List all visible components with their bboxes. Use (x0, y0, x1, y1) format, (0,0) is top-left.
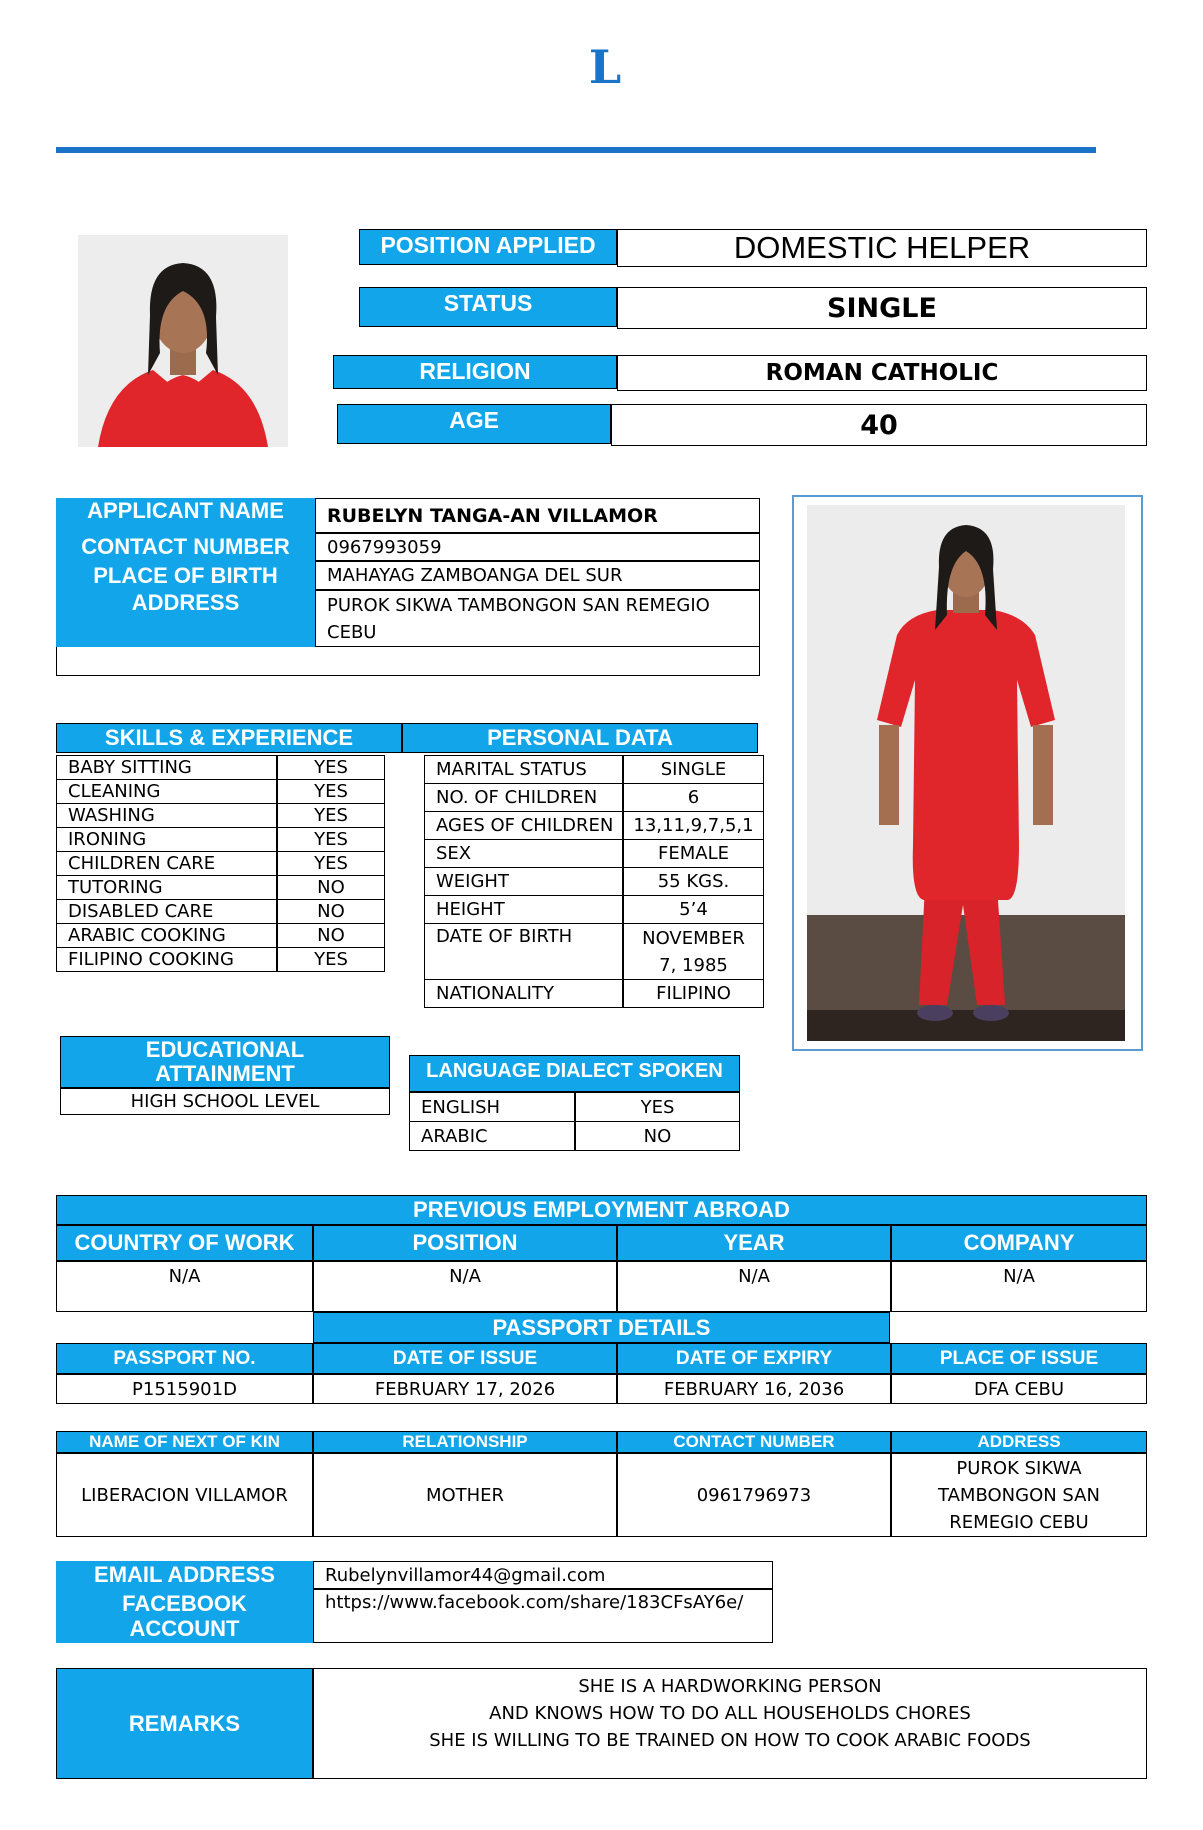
education-header-line-2: ATTAINMENT (155, 1061, 295, 1086)
applicant-name-label: APPLICANT NAME (56, 498, 315, 533)
personal-label: MARITAL STATUS (424, 755, 623, 784)
age-label: AGE (337, 404, 611, 444)
personal-value: FILIPINO (623, 979, 764, 1008)
passport-column-header: PASSPORT NO. (56, 1343, 313, 1374)
contact-number-value: 0967993059 (315, 533, 760, 561)
skill-name: CLEANING (56, 779, 277, 804)
personal-label: DATE OF BIRTH (424, 923, 623, 980)
passport-cell: FEBRUARY 16, 2036 (617, 1374, 891, 1404)
skill-name: WASHING (56, 803, 277, 828)
skill-value: YES (277, 755, 385, 780)
personal-value: SINGLE (623, 755, 764, 784)
education-header (60, 1036, 390, 1088)
full-body-photo (807, 505, 1125, 1041)
facebook-value: https://www.facebook.com/share/183CFsAY6e/ (313, 1589, 773, 1643)
remarks-line-1: SHE IS A HARDWORKING PERSON (578, 1676, 882, 1697)
skill-value: YES (277, 779, 385, 804)
remarks-label: REMARKS (56, 1668, 313, 1779)
kin-address-line-2: TAMBONGON SAN (938, 1484, 1100, 1506)
place-of-birth-label: PLACE OF BIRTH (56, 561, 315, 590)
skill-value: NO (277, 923, 385, 948)
personal-label: NO. OF CHILDREN (424, 783, 623, 812)
personal-value-line-1: NOVEMBER (642, 927, 745, 949)
kin-address-line-3: REMEGIO CEBU (949, 1511, 1089, 1533)
address-label: ADDRESS (56, 590, 315, 647)
skill-name: FILIPINO COOKING (56, 947, 277, 972)
kin-column-header: NAME OF NEXT OF KIN (56, 1431, 313, 1453)
skill-name: ARABIC COOKING (56, 923, 277, 948)
employment-cell: N/A (891, 1261, 1147, 1312)
status-value: SINGLE (617, 287, 1147, 329)
skill-name: IRONING (56, 827, 277, 852)
personal-value: FEMALE (623, 839, 764, 868)
status-label: STATUS (359, 287, 617, 327)
header-rule (56, 147, 1096, 153)
position-applied-label: POSITION APPLIED (359, 229, 617, 265)
personal-value: 6 (623, 783, 764, 812)
skill-value: YES (277, 827, 385, 852)
kin-contact-value: 0961796973 (617, 1453, 891, 1537)
skill-value: NO (277, 899, 385, 924)
education-header-line-1: EDUCATIONAL (145, 1037, 305, 1062)
remarks-line-2: AND KNOWS HOW TO DO ALL HOUSEHOLDS CHORES (489, 1703, 971, 1724)
place-of-birth-value: MAHAYAG ZAMBOANGA DEL SUR (315, 561, 760, 590)
address-line-2: CEBU (327, 621, 377, 643)
remarks-line-3: SHE IS WILLING TO BE TRAINED ON HOW TO COOK ARABIC FOODS (429, 1730, 1031, 1751)
age-value: 40 (611, 404, 1147, 446)
employment-column-header: COUNTRY OF WORK (56, 1225, 313, 1261)
personal-label: HEIGHT (424, 895, 623, 924)
remarks-value (313, 1668, 1147, 1779)
address-line-1: PUROK SIKWA TAMBONGON SAN REMEGIO (327, 594, 710, 616)
personal-label: NATIONALITY (424, 979, 623, 1008)
personal-value: 5’4 (623, 895, 764, 924)
passport-header: PASSPORT DETAILS (313, 1312, 890, 1343)
language-value: NO (575, 1121, 740, 1151)
passport-column-header: PLACE OF ISSUE (891, 1343, 1147, 1374)
email-value: Rubelynvillamor44@gmail.com (313, 1561, 773, 1589)
employment-column-header: YEAR (617, 1225, 891, 1261)
personal-value: 13,11,9,7,5,1 (623, 811, 764, 840)
employment-column-header: COMPANY (891, 1225, 1147, 1261)
facebook-label-line-1: FACEBOOK (122, 1591, 247, 1616)
kin-column-header: RELATIONSHIP (313, 1431, 617, 1453)
skills-header: SKILLS & EXPERIENCE (56, 723, 402, 753)
skill-name: TUTORING (56, 875, 277, 900)
education-value: HIGH SCHOOL LEVEL (60, 1088, 390, 1115)
language-value: YES (575, 1092, 740, 1122)
personal-label: AGES OF CHILDREN (424, 811, 623, 840)
employment-cell: N/A (617, 1261, 891, 1312)
skill-name: BABY SITTING (56, 755, 277, 780)
position-applied-value: DOMESTIC HELPER (617, 229, 1147, 267)
personal-value-line-2: 7, 1985 (659, 954, 728, 976)
employment-cell: N/A (313, 1261, 617, 1312)
religion-label: RELIGION (333, 355, 617, 389)
kin-column-header: ADDRESS (891, 1431, 1147, 1453)
personal-data-header: PERSONAL DATA (402, 723, 758, 753)
kin-relationship-value: MOTHER (313, 1453, 617, 1537)
facebook-label (56, 1589, 313, 1643)
headshot-photo (78, 235, 288, 447)
kin-address-line-1: PUROK SIKWA (956, 1457, 1082, 1479)
passport-column-header: DATE OF EXPIRY (617, 1343, 891, 1374)
language-header: LANGUAGE DIALECT SPOKEN (409, 1055, 740, 1092)
passport-cell: FEBRUARY 17, 2026 (313, 1374, 617, 1404)
logo: L (588, 40, 622, 94)
address-value (315, 590, 760, 647)
language-name: ENGLISH (409, 1092, 575, 1122)
applicant-name-value: RUBELYN TANGA-AN VILLAMOR (315, 498, 760, 533)
kin-name-value: LIBERACION VILLAMOR (56, 1453, 313, 1537)
personal-label: SEX (424, 839, 623, 868)
email-label: EMAIL ADDRESS (56, 1561, 313, 1589)
language-name: ARABIC (409, 1121, 575, 1151)
employment-column-header: POSITION (313, 1225, 617, 1261)
kin-address-value (891, 1453, 1147, 1537)
religion-value: ROMAN CATHOLIC (617, 355, 1147, 391)
passport-cell: DFA CEBU (891, 1374, 1147, 1404)
skill-name: DISABLED CARE (56, 899, 277, 924)
passport-cell: P1515901D (56, 1374, 313, 1404)
personal-value (623, 923, 764, 980)
employment-header: PREVIOUS EMPLOYMENT ABROAD (56, 1195, 1147, 1225)
kin-column-header: CONTACT NUMBER (617, 1431, 891, 1453)
skill-value: NO (277, 875, 385, 900)
contact-number-label: CONTACT NUMBER (56, 533, 315, 561)
passport-column-header: DATE OF ISSUE (313, 1343, 617, 1374)
skill-name: CHILDREN CARE (56, 851, 277, 876)
skill-value: YES (277, 947, 385, 972)
facebook-label-line-2: ACCOUNT (129, 1616, 240, 1641)
skill-value: YES (277, 851, 385, 876)
personal-value: 55 KGS. (623, 867, 764, 896)
personal-label: WEIGHT (424, 867, 623, 896)
skill-value: YES (277, 803, 385, 828)
employment-cell: N/A (56, 1261, 313, 1312)
